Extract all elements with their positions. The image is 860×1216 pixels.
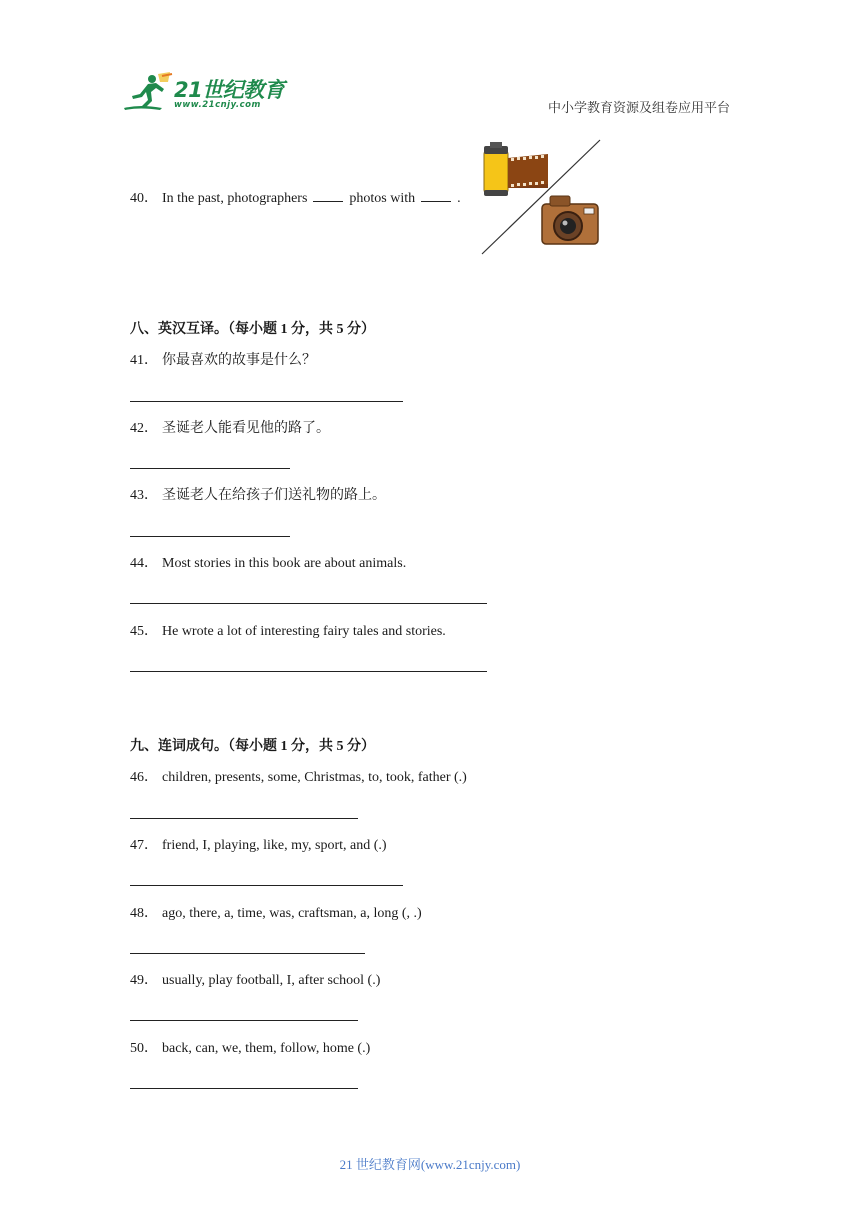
answer-blank[interactable] [313,189,343,202]
question-46 [130,769,467,787]
question-47 [130,837,387,855]
logo-url: www.21cnjy.com [174,100,261,110]
question-text: usually, play football, I, after school (.) [162,973,381,988]
question-41 [130,352,316,370]
question-text-end: . [457,191,461,206]
film-and-camera-picture [478,136,604,258]
question-number: 47． [130,838,158,853]
question-number: 44． [130,556,158,571]
question-number: 46． [130,770,158,785]
question-number: 40． [130,191,158,206]
question-text: children, presents, some, Christmas, to, took, father (.) [162,770,467,785]
runner-logo-icon [122,70,174,114]
question-text: 圣诞老人能看见他的路了。 [162,421,330,436]
question-number: 49． [130,973,158,988]
question-48 [130,905,422,923]
answer-line[interactable] [130,536,290,537]
question-49 [130,972,380,990]
answer-line[interactable] [130,468,290,469]
question-number: 42． [130,421,158,436]
question-number: 41． [130,353,158,368]
question-44 [130,555,406,573]
question-text: 你最喜欢的故事是什么？ [162,353,316,368]
question-number: 50． [130,1041,158,1056]
question-text: friend, I, playing, like, my, sport, and (.) [162,838,387,853]
answer-line[interactable] [130,401,403,402]
answer-line[interactable] [130,885,403,886]
header-platform-text: 中小学教育资源及组卷应用平台 [548,100,731,115]
question-text: back, can, we, them, follow, home (.) [162,1041,371,1056]
answer-line[interactable] [130,1020,358,1021]
question-text: He wrote a lot of interesting fairy tales and stories. [162,624,446,639]
question-number: 48． [130,906,158,921]
section-9-title: 九、连词成句。（每小题 1 分，共 5 分） [130,739,375,754]
question-43 [130,487,386,505]
answer-line[interactable] [130,1088,358,1089]
section-8-title: 八、英汉互译。（每小题 1 分，共 5 分） [130,322,375,337]
answer-line[interactable] [130,671,487,672]
question-text: ago, there, a, time, was, craftsman, a, long (, .) [162,906,422,921]
answer-line[interactable] [130,953,365,954]
logo-text: 21世纪教育 [174,78,285,102]
question-42 [130,420,330,438]
question-number: 43． [130,488,158,503]
film-roll-icon [484,142,548,196]
question-text: 圣诞老人在给孩子们送礼物的路上。 [162,488,386,503]
question-text: Most stories in this book are about animals. [162,556,407,571]
answer-line[interactable] [130,818,358,819]
question-50 [130,1040,370,1058]
question-text-part1: In the past, photographers [162,191,308,206]
question-40 [130,189,461,208]
camera-icon [542,196,598,244]
footer-text: 21 世纪教育网(www.21cnjy.com) [339,1157,521,1172]
question-number: 45． [130,624,158,639]
question-45 [130,623,446,641]
answer-line[interactable] [130,603,487,604]
site-logo [122,70,288,114]
answer-blank[interactable] [421,189,451,202]
question-text-part2: photos with [349,191,416,206]
